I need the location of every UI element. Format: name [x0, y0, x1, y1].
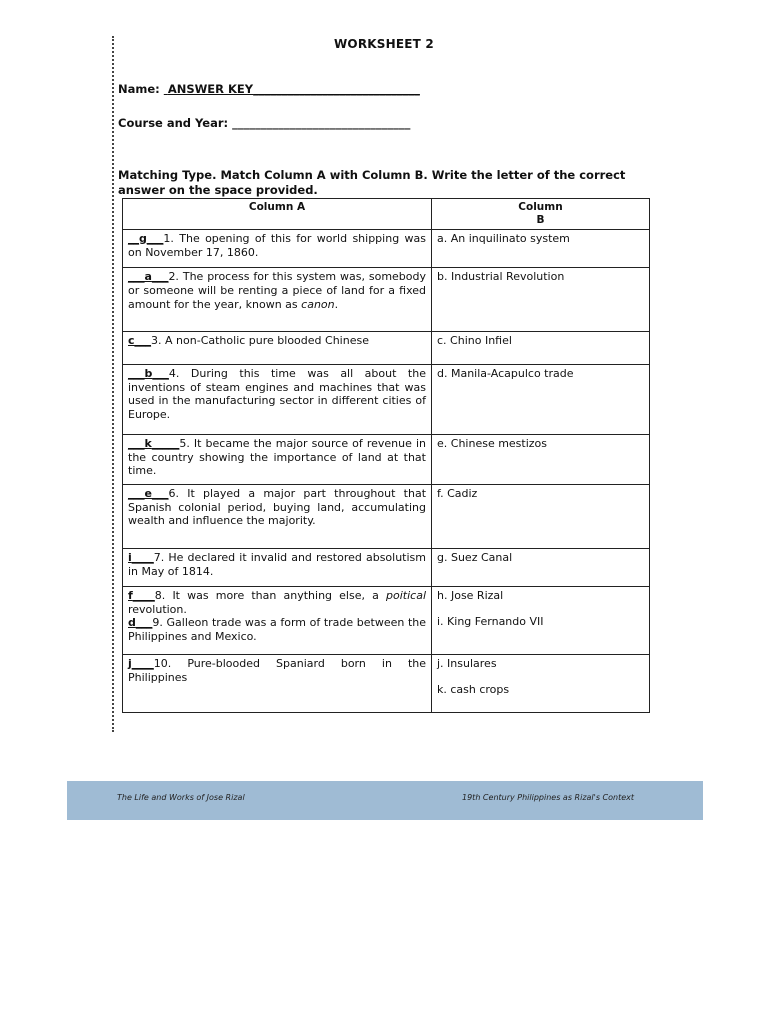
question-text: c___3. A non-Catholic pure blooded Chinese	[128, 334, 369, 347]
choice-item: k. cash crops	[437, 682, 510, 696]
table-row	[123, 230, 650, 268]
name-field	[118, 82, 420, 96]
column-a-cell	[123, 364, 432, 434]
choice-item: c. Chino Infiel	[437, 334, 512, 347]
question-text: ___a___2. The process for this system was, somebody or someone will be renting a piece of land for a fixed amount for the year, known as canon.	[128, 270, 427, 311]
column-a-cell	[123, 434, 432, 484]
choice-item: j. Insulares	[437, 656, 497, 670]
course-value: _______________________________	[232, 116, 411, 130]
answer-letter: d	[128, 616, 136, 630]
answer-letter: i	[128, 550, 132, 564]
answer-letter: a	[144, 270, 152, 283]
choice-item: a. An inquilinato system	[437, 232, 570, 245]
table-row	[123, 484, 650, 548]
column-b-cell	[432, 230, 650, 268]
choice-item: d. Manila-Acapulco trade	[437, 366, 574, 380]
instructions: Matching Type. Match Column A with Column B. Write the letter of the correct answer on the space provided.	[118, 168, 626, 197]
table-row	[123, 364, 650, 434]
column-a-cell	[123, 654, 432, 713]
question-text: f____8. It was more than anything else, a poitical revolution.	[128, 588, 426, 616]
table-row	[123, 586, 650, 654]
worksheet-title: WORKSHEET 2	[334, 37, 434, 51]
choice-item: g. Suez Canal	[437, 550, 513, 564]
question-text: d___9. Galleon trade was a form of trade between the Philippines and Mexico.	[128, 616, 426, 644]
question-text: ___e___6. It played a major part throughout that Spanish colonial period, buying land, accumulating wealth and influence the majority.	[128, 486, 427, 528]
column-b-cell	[432, 268, 650, 332]
choice-item: f. Cadiz	[437, 486, 478, 500]
column-a-cell	[123, 268, 432, 332]
question-text: __g___1. The opening of this for world shipping was on November 17, 1860.	[128, 232, 427, 259]
column-b-cell	[432, 484, 650, 548]
table-header-row	[123, 199, 650, 230]
column-b-cell	[432, 548, 650, 586]
table-row	[123, 548, 650, 586]
answer-letter: k	[144, 436, 152, 450]
footer-course-title: The Life and Works of Jose Rizal	[117, 793, 245, 802]
column-a-cell	[123, 586, 432, 654]
matching-table	[122, 198, 650, 713]
answer-letter: g	[139, 232, 147, 245]
margin-dotted-line	[112, 36, 114, 732]
column-b-cell	[432, 364, 650, 434]
choice-item: b. Industrial Revolution	[437, 270, 565, 283]
footer-topic: 19th Century Philippines as Rizal's Context	[462, 793, 635, 802]
answer-letter: j	[128, 656, 132, 670]
column-b-cell	[432, 586, 650, 654]
table-row	[123, 654, 650, 713]
footer-bar	[67, 781, 703, 820]
answer-letter: c	[128, 334, 135, 347]
question-text: ___b___4. During this time was all about the inventions of steam engines and machines that was used in the manufacturing sector in different cities of Europe.	[128, 366, 426, 422]
name-value: ANSWER KEY_____________________________	[167, 82, 420, 96]
column-a-cell	[123, 484, 432, 548]
answer-letter: b	[144, 366, 153, 380]
choice-item: e. Chinese mestizos	[437, 436, 548, 450]
column-a-cell	[123, 548, 432, 586]
column-a-header: Column A	[123, 199, 432, 230]
answer-letter: e	[144, 486, 152, 500]
course-label: Course and Year:	[118, 116, 229, 130]
table-row	[123, 434, 650, 484]
table-row	[123, 332, 650, 365]
column-a-cell	[123, 230, 432, 268]
answer-letter: f	[128, 588, 133, 602]
table-row	[123, 268, 650, 332]
question-text: ___k_____5. It became the major source of revenue in the country showing the importance of land at that time.	[128, 436, 426, 478]
choice-item: h. Jose Rizal	[437, 588, 504, 602]
name-label: Name:	[118, 82, 160, 96]
column-b-cell	[432, 654, 650, 713]
column-b-header: Column B	[432, 199, 650, 230]
column-b-cell	[432, 434, 650, 484]
question-text: j____10. Pure-blooded Spaniard born in the Philippines	[128, 656, 427, 684]
choice-item: i. King Fernando VII	[437, 614, 544, 628]
question-text: i____7. He declared it invalid and restored absolutism in May of 1814.	[128, 550, 426, 578]
column-a-cell	[123, 332, 432, 365]
course-year-field	[118, 116, 410, 130]
column-b-cell	[432, 332, 650, 365]
